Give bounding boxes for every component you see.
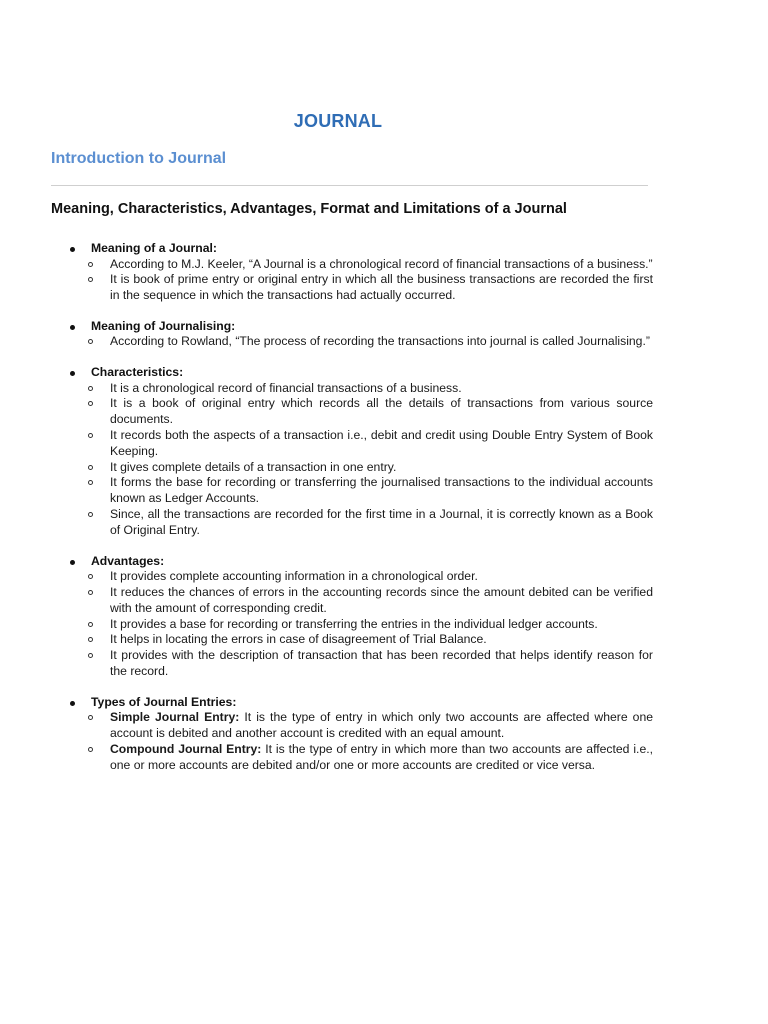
bullet-section	[67, 365, 653, 538]
bullet-heading-text: Types of Journal Entries:	[91, 694, 237, 709]
list-item	[67, 742, 653, 774]
hollow-circle-bullet-icon	[88, 622, 93, 627]
list-item-text: Since, all the transactions are recorded for the first time in a Journal, it is correctly known as a Book of Original Entry.	[110, 507, 653, 537]
hollow-circle-bullet-icon	[88, 433, 93, 438]
hollow-circle-bullet-icon	[88, 653, 93, 658]
list-item-text: It gives complete details of a transaction in one entry.	[110, 459, 397, 474]
bullet-heading	[67, 365, 653, 381]
horizontal-divider	[51, 185, 648, 186]
bullet-dot-icon	[70, 371, 75, 376]
list-item	[67, 585, 653, 617]
list-item-text: According to M.J. Keeler, “A Journal is a chronological record of financial transactions of a business.”	[110, 256, 653, 271]
list-item	[67, 475, 653, 507]
list-item	[67, 617, 653, 633]
section-heading: Introduction to Journal	[51, 150, 227, 167]
list-item	[67, 648, 653, 680]
bullet-section	[67, 319, 653, 350]
sub-bullet-list	[67, 710, 653, 773]
bullet-heading	[67, 241, 653, 257]
list-item-text: It reduces the chances of errors in the accounting records since the amount debited can be verified with the amount of corresponding credit.	[110, 584, 653, 615]
list-item-text: It provides a base for recording or transferring the entries in the individual ledger accounts.	[110, 616, 598, 631]
bullet-heading-text: Meaning of Journalising:	[91, 318, 236, 333]
list-item	[67, 272, 653, 304]
list-item	[67, 460, 653, 476]
list-item-text: It provides complete accounting information in a chronological order.	[110, 569, 478, 584]
bullet-section	[67, 241, 653, 304]
list-item-text: It is the type of entry in which only two accounts are affected where one account is debited and another account is credited with an equal amount.	[110, 710, 654, 741]
hollow-circle-bullet-icon	[88, 262, 93, 267]
hollow-circle-bullet-icon	[88, 637, 93, 642]
sub-bullet-list	[67, 381, 653, 539]
hollow-circle-bullet-icon	[88, 747, 93, 752]
list-item-text: It helps in locating the errors in case of disagreement of Trial Balance.	[110, 632, 487, 647]
bullet-dot-icon	[70, 560, 75, 565]
hollow-circle-bullet-icon	[88, 465, 93, 470]
subheading: Meaning, Characteristics, Advantages, Format and Limitations of a Journal	[51, 201, 567, 217]
sub-bullet-list	[67, 257, 653, 304]
bullet-heading-text: Characteristics:	[91, 365, 184, 380]
bullet-heading	[67, 554, 653, 570]
list-item	[67, 257, 653, 273]
list-item-text: According to Rowland, “The process of recording the transactions into journal is called Journalising.”	[110, 334, 650, 349]
bullet-dot-icon	[70, 247, 75, 252]
list-item	[67, 569, 653, 585]
content-body	[67, 241, 653, 788]
list-item	[67, 334, 653, 350]
bullet-heading	[67, 695, 653, 711]
bullet-heading-text: Advantages:	[91, 553, 165, 568]
hollow-circle-bullet-icon	[88, 590, 93, 595]
bullet-section	[67, 695, 653, 774]
list-item	[67, 396, 653, 428]
bullet-heading	[67, 319, 653, 335]
hollow-circle-bullet-icon	[88, 574, 93, 579]
hollow-circle-bullet-icon	[88, 277, 93, 282]
bullet-dot-icon	[70, 325, 75, 330]
list-item	[67, 710, 653, 742]
hollow-circle-bullet-icon	[88, 715, 93, 720]
document-title: JOURNAL	[293, 111, 383, 131]
list-item-term: Compound Journal Entry:	[110, 741, 262, 756]
list-item-text: It provides with the description of transaction that has been recorded that helps identify reason for the record.	[110, 648, 653, 678]
hollow-circle-bullet-icon	[88, 401, 93, 406]
bullet-heading-text: Meaning of a Journal:	[91, 241, 217, 255]
bullet-dot-icon	[70, 701, 75, 706]
list-item	[67, 632, 653, 648]
hollow-circle-bullet-icon	[88, 480, 93, 485]
list-item-text: It is the type of entry in which more than two accounts are affected i.e., one or more accounts are debited and/or one or more accounts are credited or vice versa.	[110, 741, 653, 772]
sub-bullet-list	[67, 334, 653, 350]
list-item-text: It records both the aspects of a transaction i.e., debit and credit using Double Entry System of Book Keeping.	[110, 428, 653, 458]
hollow-circle-bullet-icon	[88, 512, 93, 517]
list-item-text: It forms the base for recording or transferring the journalised transactions to the individual accounts known as Ledger Accounts.	[110, 475, 653, 506]
hollow-circle-bullet-icon	[88, 339, 93, 344]
list-item-text: It is a book of original entry which records all the details of transactions from various source documents.	[110, 396, 653, 427]
list-item-text: It is a chronological record of financial transactions of a business.	[110, 380, 462, 395]
list-item-text: It is book of prime entry or original entry in which all the business transactions are recorded the first in the sequence in which the transactions had actually occurred.	[110, 272, 653, 303]
bullet-section	[67, 554, 653, 680]
list-item	[67, 428, 653, 460]
sub-bullet-list	[67, 569, 653, 680]
list-item-term: Simple Journal Entry:	[110, 710, 240, 725]
list-item	[67, 381, 653, 397]
list-item	[67, 507, 653, 539]
hollow-circle-bullet-icon	[88, 386, 93, 391]
